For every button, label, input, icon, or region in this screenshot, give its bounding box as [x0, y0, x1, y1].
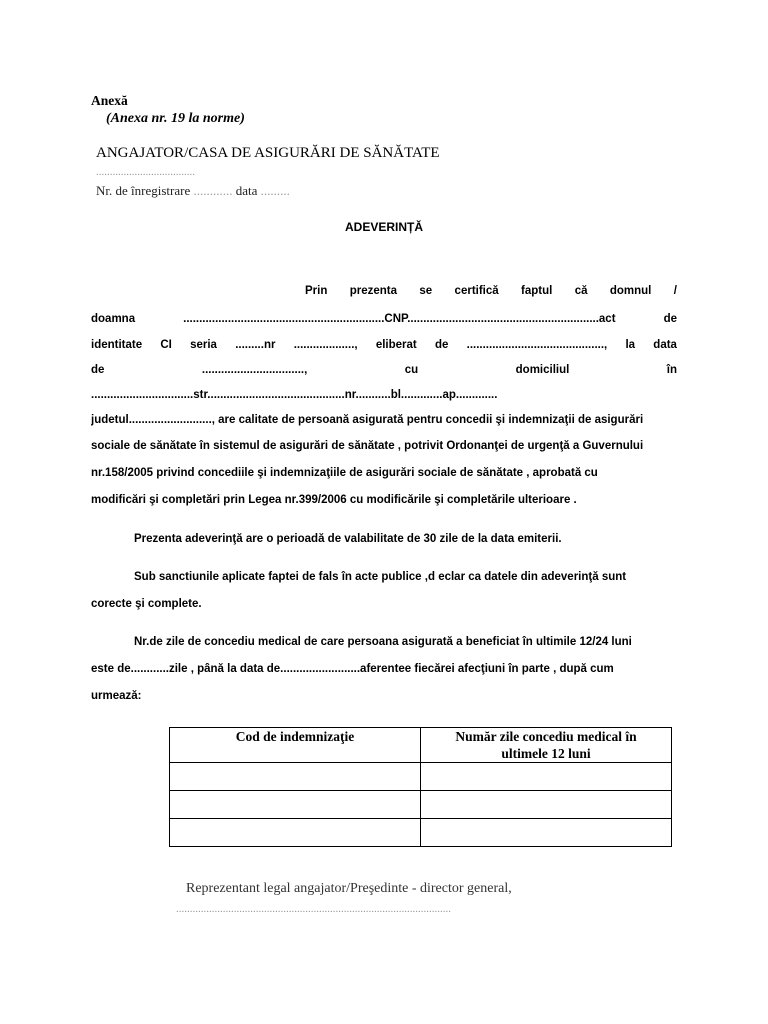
sick-days-line1: Nr.de zile de concediu medical de care persoana asigurată a beneficiat în ultimile 12/24 luni: [134, 636, 632, 648]
table-row: [170, 819, 672, 847]
date-dots: .........: [260, 183, 290, 198]
declaration-line2: corecte şi complete.: [91, 598, 202, 610]
justified-word: eliberat: [375, 339, 417, 351]
p1-line5: ................................str...........................................nr...........bl.............ap.............: [91, 389, 498, 401]
table-cell[interactable]: [421, 791, 672, 819]
justified-word: .........nr: [235, 339, 276, 351]
table-cell[interactable]: [170, 791, 421, 819]
justified-word: certifică: [454, 285, 499, 297]
p1-line2: [91, 313, 677, 325]
p1-line6: judetul.........................., are calitate de persoană asigurată pentru concedii şi indemnizaţii de asigurări: [91, 414, 644, 426]
justified-word: Prin: [305, 285, 328, 297]
table-row: [170, 763, 672, 791]
sick-leave-table: [169, 727, 672, 847]
signature-dots: ....................................................................................................: [176, 903, 451, 915]
signature-label: Reprezentant legal angajator/Preşedinte - director general,: [186, 881, 512, 896]
registration-line: [96, 183, 290, 199]
sick-days-line3: urmează:: [91, 690, 142, 702]
justified-word: CI: [160, 339, 172, 351]
justified-word: de: [434, 339, 449, 351]
justified-word: cu: [404, 364, 419, 376]
p1-line9: modificări şi completări prin Legea nr.399/2006 cu modificările şi completările ulterioare .: [91, 494, 577, 506]
document-title: ADEVERINȚĂ: [344, 220, 423, 234]
justified-word: ...........................................,: [466, 339, 608, 351]
date-label: data: [235, 183, 258, 198]
validity-paragraph: Prezenta adeverinţă are o perioadă de valabilitate de 30 zile de la data emiterii.: [134, 533, 562, 545]
justified-word: de: [663, 313, 677, 325]
justified-word: seria: [190, 339, 217, 351]
justified-word: că: [574, 285, 588, 297]
table-cell[interactable]: [170, 763, 421, 791]
justified-word: domnul: [609, 285, 652, 297]
p1-line1: [305, 285, 677, 297]
table-header-code: Cod de indemnizaţie: [170, 728, 421, 763]
table-cell[interactable]: [421, 763, 672, 791]
p1-line3: [91, 339, 677, 351]
table-header-row: [170, 728, 672, 763]
registration-dots: ............: [193, 183, 233, 198]
employer-dots: ....................................: [96, 166, 195, 178]
justified-word: se: [419, 285, 433, 297]
justified-word: domiciliul: [515, 364, 570, 376]
justified-word: în: [666, 364, 677, 376]
sick-days-line2: este de............zile , până la data de.........................aferentee fiecărei afecţiuni în parte , după cum: [91, 663, 614, 675]
annex-label: Anexă: [91, 93, 128, 108]
table-cell[interactable]: [170, 819, 421, 847]
justified-word: ...............................................................CNP............................................................act: [183, 313, 616, 325]
table-cell[interactable]: [421, 819, 672, 847]
table-row: [170, 791, 672, 819]
justified-word: /: [673, 285, 677, 297]
justified-word: identitate: [91, 339, 143, 351]
justified-word: la: [625, 339, 636, 351]
justified-word: prezenta: [349, 285, 398, 297]
justified-word: ................................,: [201, 364, 308, 376]
justified-word: ...................,: [293, 339, 358, 351]
p1-line7: sociale de sănătate în sistemul de asigurări de sănătate , potrivit Ordonanţei de urgenţă a Guvernului: [91, 440, 644, 452]
justified-word: doamna: [91, 313, 136, 325]
p1-line8: nr.158/2005 privind concediile şi indemnizaţiile de asigurări sociale de sănătate , aprobată cu: [91, 467, 598, 479]
p1-line4: [91, 364, 677, 376]
annex-number: (Anexa nr. 19 la norme): [106, 111, 245, 126]
registration-label: Nr. de înregistrare: [96, 183, 191, 198]
justified-word: data: [653, 339, 677, 351]
justified-word: de: [91, 364, 105, 376]
table-header-days: Număr zile concediu medical în ultimele 12 luni: [421, 728, 672, 763]
justified-word: faptul: [521, 285, 553, 297]
declaration-line1: Sub sanctiunile aplicate faptei de fals în acte publice ,d eclar ca datele din adeverinţă sunt: [134, 571, 627, 583]
employer-title: ANGAJATOR/CASA DE ASIGURĂRI DE SĂNĂTATE: [96, 145, 440, 161]
